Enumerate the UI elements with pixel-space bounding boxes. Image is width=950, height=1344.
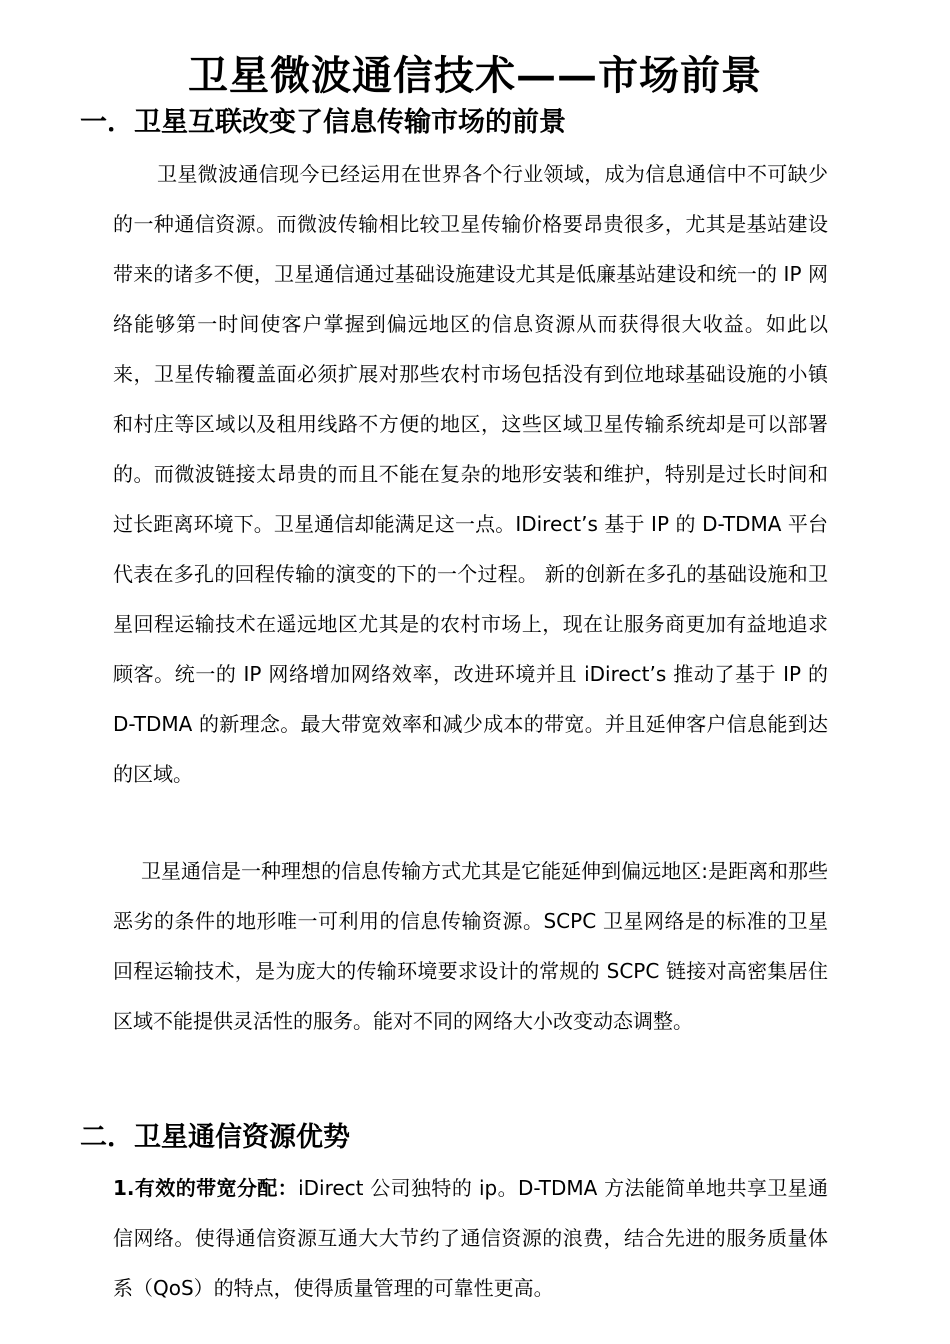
item-lead-separator: ： <box>277 1176 299 1200</box>
section-heading-2: 二．卫星通信资源优势 <box>80 1122 350 1153</box>
section-heading-1: 一．卫星互联改变了信息传输市场的前景 <box>80 107 566 138</box>
section-1-paragraph-1: 卫星微波通信现今已经运用在世界各个行业领域，成为信息通信中不可缺少的一种通信资源。而微波传输相比较卫星传输价格要昂贵很多，尤其是基站建设带来的诸多不便，卫星通信通过基础设施建设尤其是低廉基站建设和统一的 IP 网络能够第一时间使客户掌握到偏远地区的信息资源从而获得很大收益。如此以来，卫星传输覆盖面必须扩展对那些农村市场包括没有到位地球基础设施的小镇和村庄等区域以及租用线路不方便的地区，这些区域卫星传输系统却是可以部署的。而微波链接太昂贵的而且不能在复杂的地形安装和维护，特别是过长时间和过长距离环境下。卫星通信却能满足这一点。IDirect’s 基于 IP 的 D-TDMA 平台代表在多孔的回程传输的演变的下的一个过程。 新的创新在多孔的基础设施和卫星回程运输技术在遥远地区尤其是的农村市场上，现在让服务商更加有益地追求顾客。统一的 IP 网络增加网络效率，改进环境并且 iDirect’s 推动了基于 IP 的 D-TDMA 的新理念。最大带宽效率和减少成本的带宽。并且延伸客户信息能到达的区域。 <box>113 162 828 786</box>
document-title: 卫星微波通信技术——市场前景 <box>188 52 762 99</box>
item-lead-label: 1.有效的带宽分配 <box>113 1176 278 1200</box>
section-1-paragraph-2: 卫星通信是一种理想的信息传输方式尤其是它能延伸到偏远地区:是距离和那些恶劣的条件的地形唯一可利用的信息传输资源。SCPC 卫星网络是的标准的卫星回程运输技术，是为庞大的传输环境要求设计的常规的 SCPC 链接对高密集居住区域不能提供灵活性的服务。能对不同的网络大小改变动态调整。 <box>113 859 828 1033</box>
section-2-item-1 <box>113 1163 828 1313</box>
item-body-text: iDirect 公司独特的 ip。D-TDMA 方法能简单地共享卫星通信网络。使得通信资源互通大大节约了通信资源的浪费，结合先进的服务质量体系（QoS）的特点，使得质量管理的可靠性更高。 <box>113 1176 829 1300</box>
